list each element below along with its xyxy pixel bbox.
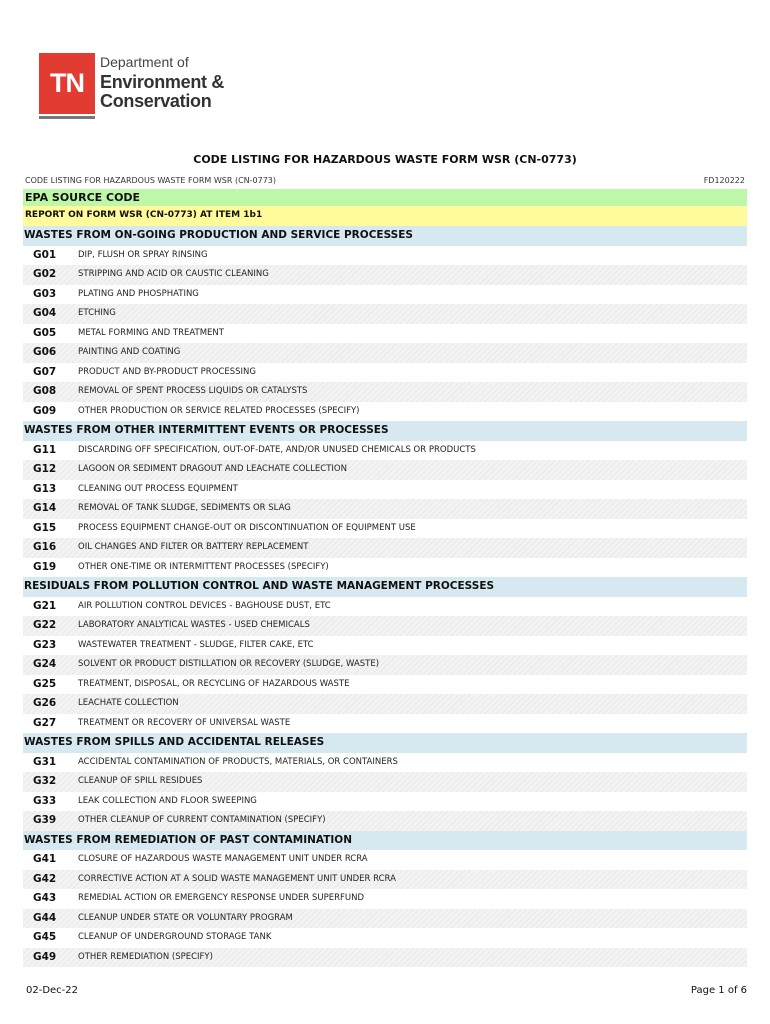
tn-badge: TN (39, 53, 95, 114)
code-description: OTHER REMEDIATION (SPECIFY) (78, 951, 213, 962)
section-heading (23, 421, 747, 441)
code-row (23, 558, 747, 578)
code-row (23, 870, 747, 890)
code-row (23, 753, 747, 773)
code-value: G49 (33, 950, 57, 963)
code-value: G08 (33, 385, 57, 397)
section-heading (23, 831, 747, 851)
code-row (23, 285, 747, 305)
code-row (23, 382, 747, 402)
code-value: G44 (33, 911, 57, 924)
code-description: LABORATORY ANALYTICAL WASTES - USED CHEMICALS (78, 620, 310, 630)
code-value: G23 (33, 638, 57, 651)
epa-source-code-header (23, 189, 747, 206)
code-row (23, 909, 747, 929)
code-row (23, 636, 747, 656)
code-value: G31 (33, 755, 57, 768)
code-value: G01 (33, 248, 57, 261)
code-row (23, 772, 747, 792)
code-description: CLEANING OUT PROCESS EQUIPMENT (78, 483, 238, 494)
code-value: G41 (33, 853, 57, 865)
code-value: G09 (33, 404, 57, 417)
code-row (23, 304, 747, 324)
code-description: TREATMENT OR RECOVERY OF UNIVERSAL WASTE (78, 717, 291, 728)
code-value: G14 (33, 502, 57, 514)
document-title: CODE LISTING FOR HAZARDOUS WASTE FORM WSR (CN-0773) (193, 153, 577, 166)
code-row (23, 265, 747, 285)
epa-source-code-label: EPA SOURCE CODE (25, 191, 141, 204)
code-description: LAGOON OR SEDIMENT DRAGOUT AND LEACHATE COLLECTION (78, 464, 347, 474)
section-heading (23, 733, 747, 753)
code-description: TREATMENT, DISPOSAL, OR RECYCLING OF HAZARDOUS WASTE (78, 678, 350, 689)
code-value: G11 (33, 443, 57, 456)
form-id: FD120222 (703, 176, 745, 185)
code-row (23, 246, 747, 266)
code-row (23, 402, 747, 422)
code-description: OTHER PRODUCTION OR SERVICE RELATED PROCESSES (SPECIFY) (78, 405, 360, 416)
code-value: G15 (33, 521, 57, 534)
code-description: DIP, FLUSH OR SPRAY RINSING (78, 249, 208, 260)
code-description: REMOVAL OF SPENT PROCESS LIQUIDS OR CATALYSTS (78, 386, 308, 396)
code-value: G25 (33, 677, 57, 690)
code-value: G07 (33, 365, 57, 378)
code-value: G16 (33, 541, 57, 553)
code-row (23, 889, 747, 909)
code-description: CORRECTIVE ACTION AT A SOLID WASTE MANAGEMENT UNIT UNDER RCRA (78, 873, 396, 884)
code-value: G27 (33, 716, 57, 729)
code-value: G21 (33, 599, 57, 612)
code-row (23, 792, 747, 812)
code-value: G43 (33, 892, 57, 904)
code-value: G06 (33, 346, 57, 358)
code-row (23, 324, 747, 344)
code-description: CLOSURE OF HAZARDOUS WASTE MANAGEMENT UNIT UNDER RCRA (78, 854, 368, 864)
logo-text (100, 55, 224, 110)
section-heading-label: RESIDUALS FROM POLLUTION CONTROL AND WASTE MANAGEMENT PROCESSES (24, 580, 495, 592)
code-value: G32 (33, 775, 57, 787)
code-value: G04 (33, 307, 57, 319)
code-value: G42 (33, 872, 57, 885)
code-row (23, 499, 747, 519)
code-value: G12 (33, 463, 57, 475)
code-value: G39 (33, 814, 57, 826)
code-description: ACCIDENTAL CONTAMINATION OF PRODUCTS, MATERIALS, OR CONTAINERS (78, 756, 398, 767)
code-row (23, 538, 747, 558)
code-row (23, 694, 747, 714)
form-header-left: CODE LISTING FOR HAZARDOUS WASTE FORM WSR (CN-0773) (25, 176, 276, 185)
code-value: G03 (33, 287, 57, 300)
code-row (23, 714, 747, 734)
report-instruction-label: REPORT ON FORM WSR (CN-0773) AT ITEM 1b1 (25, 210, 263, 220)
code-description: METAL FORMING AND TREATMENT (78, 327, 224, 338)
code-description: CLEANUP UNDER STATE OR VOLUNTARY PROGRAM (78, 912, 293, 923)
code-row (23, 850, 747, 870)
form-header-row (23, 173, 747, 189)
code-row (23, 616, 747, 636)
code-value: G22 (33, 619, 57, 631)
code-value: G02 (33, 268, 57, 280)
logo-line-1: Department of (100, 54, 189, 70)
section-heading-label: WASTES FROM OTHER INTERMITTENT EVENTS OR PROCESSES (24, 424, 389, 436)
section-heading-label: WASTES FROM ON-GOING PRODUCTION AND SERVICE PROCESSES (24, 229, 413, 241)
code-row (23, 343, 747, 363)
code-description: PROCESS EQUIPMENT CHANGE-OUT OR DISCONTINUATION OF EQUIPMENT USE (78, 522, 416, 533)
footer-date: 02-Dec-22 (26, 985, 79, 996)
code-description: OIL CHANGES AND FILTER OR BATTERY REPLACEMENT (78, 542, 309, 552)
code-row (23, 441, 747, 461)
code-value: G26 (33, 697, 57, 709)
code-description: OTHER ONE-TIME OR INTERMITTENT PROCESSES (SPECIFY) (78, 561, 329, 572)
section-heading (23, 226, 747, 246)
code-value: G13 (33, 482, 57, 495)
code-description: REMEDIAL ACTION OR EMERGENCY RESPONSE UNDER SUPERFUND (78, 893, 365, 903)
logo-line-3: Conservation (100, 91, 212, 111)
code-description: PAINTING AND COATING (78, 347, 181, 357)
code-value: G24 (33, 658, 57, 670)
code-description: AIR POLLUTION CONTROL DEVICES - BAGHOUSE DUST, ETC (78, 600, 331, 611)
code-description: CLEANUP OF UNDERGROUND STORAGE TANK (78, 932, 272, 942)
code-row (23, 519, 747, 539)
code-row (23, 655, 747, 675)
code-description: STRIPPING AND ACID OR CAUSTIC CLEANING (78, 269, 269, 279)
code-value: G05 (33, 326, 57, 339)
page-number: Page 1 of 6 (690, 985, 747, 996)
code-description: DISCARDING OFF SPECIFICATION, OUT-OF-DATE, AND/OR UNUSED CHEMICALS OR PRODUCTS (78, 444, 476, 455)
tdec-logo (39, 53, 229, 117)
section-heading-label: WASTES FROM REMEDIATION OF PAST CONTAMINATION (24, 833, 353, 846)
logo-underline (39, 116, 95, 119)
code-description: OTHER CLEANUP OF CURRENT CONTAMINATION (SPECIFY) (78, 815, 326, 825)
code-row (23, 928, 747, 948)
section-heading-label: WASTES FROM SPILLS AND ACCIDENTAL RELEASES (24, 736, 325, 748)
code-value: G33 (33, 794, 57, 807)
logo-line-2: Environment & (100, 72, 225, 92)
code-description: LEAK COLLECTION AND FLOOR SWEEPING (78, 795, 257, 806)
code-description: LEACHATE COLLECTION (78, 698, 179, 708)
code-description: REMOVAL OF TANK SLUDGE, SEDIMENTS OR SLAG (78, 503, 291, 513)
code-row (23, 811, 747, 831)
code-row (23, 948, 747, 968)
code-value: G19 (33, 560, 57, 573)
code-row (23, 675, 747, 695)
code-description: WASTEWATER TREATMENT - SLUDGE, FILTER CAKE, ETC (78, 639, 314, 650)
code-listing (23, 226, 747, 967)
code-value: G45 (33, 931, 57, 943)
code-row (23, 597, 747, 617)
code-description: PRODUCT AND BY-PRODUCT PROCESSING (78, 366, 256, 377)
code-row (23, 480, 747, 500)
code-row (23, 460, 747, 480)
report-instruction-row (23, 206, 747, 226)
code-description: CLEANUP OF SPILL RESIDUES (78, 776, 203, 786)
code-description: SOLVENT OR PRODUCT DISTILLATION OR RECOVERY (SLUDGE, WASTE) (78, 659, 380, 669)
section-heading (23, 577, 747, 597)
code-description: ETCHING (78, 308, 116, 318)
code-row (23, 363, 747, 383)
code-description: PLATING AND PHOSPHATING (78, 288, 199, 299)
